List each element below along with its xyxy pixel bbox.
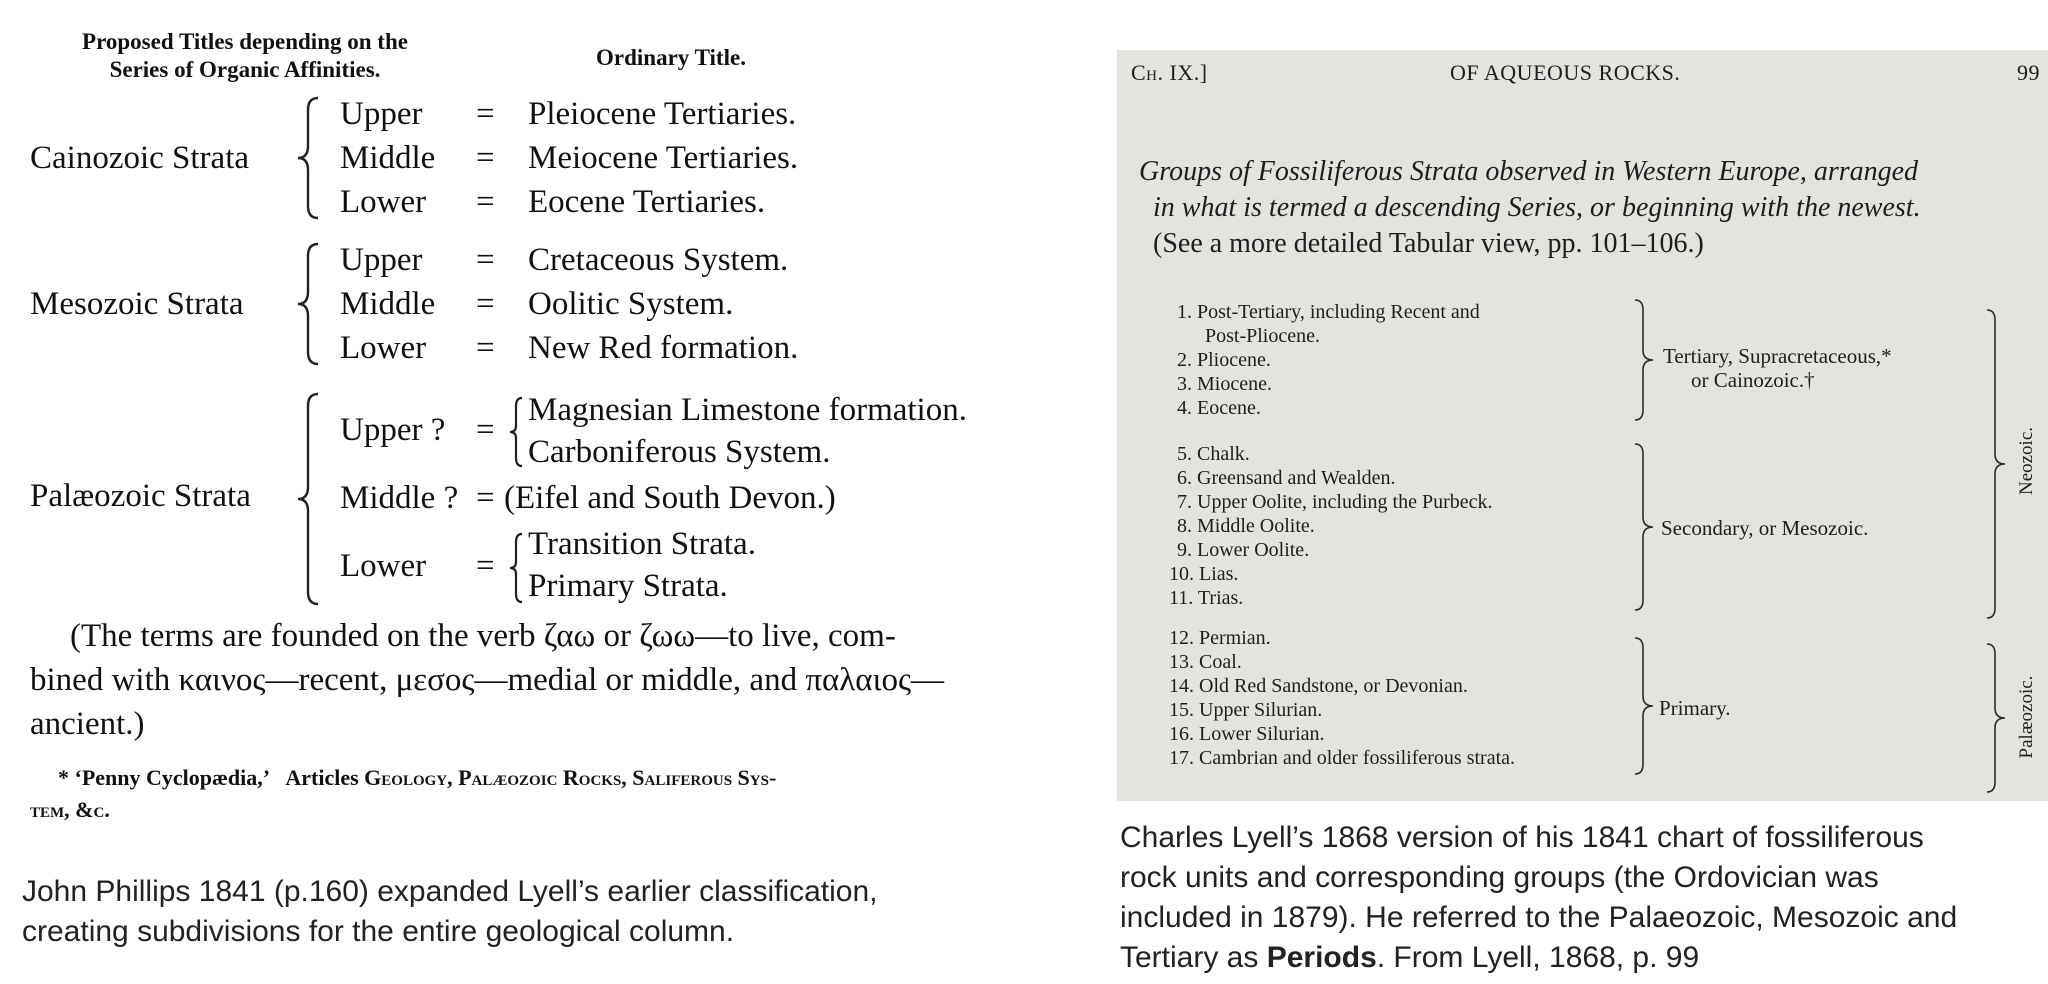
caption-text: . From Lyell, 1868, p. 99 [1376,941,1700,974]
ordinary-title: New Red formation. [528,330,799,366]
footnote-subjects: Geology, Palæozoic Rocks, Saliferous Sys- [364,765,777,790]
caption-line: Charles Lyell’s 1868 version of his 1841 chart of fossiliferous [1120,821,1924,854]
stratum-item: 4. Eocene. [1177,397,1261,419]
stratum-item: 2. Pliocene. [1177,349,1271,371]
ordinary-title: Eocene Tertiaries. [528,184,766,220]
stratum-item: 3. Miocene. [1177,373,1272,395]
group-label-secondary: Secondary, or Mesozoic. [1661,516,1869,540]
stratum-item: 9. Lower Oolite. [1177,539,1310,561]
footnote-mark: * ‘Penny Cyclopædia,’ [58,765,271,790]
equals-sign: = [476,412,495,448]
caption-line: John Phillips 1841 (p.160) expanded Lyell’s earlier classification, [22,875,878,908]
brace [1633,636,1655,776]
caption-phillips [22,872,1082,952]
ordinary-title: Transition Strata. [528,526,756,562]
lyell-page-scan [1117,50,2048,801]
caption-line: rock units and corresponding groups (the Ordovician was [1120,861,1879,894]
ordinary-title: Carboniferous System. [528,434,831,470]
intro-line: Groups of Fossiliferous Strata observed in Western Europe, arranged [1139,156,1919,187]
etymology-note [30,614,1065,746]
level-label: Upper ? [340,412,446,448]
level-label: Lower [340,330,427,366]
running-head-title: OF AQUEOUS ROCKS. [1450,60,1681,85]
equals-sign: = [476,286,495,322]
note-line: bined with καινος—recent, μεσος—medial or middle, and παλαιος— [30,662,945,698]
caption-line: creating subdivisions for the entire geological column. [22,915,735,948]
stratum-item: 8. Middle Oolite. [1177,515,1315,537]
intro-line: in what is termed a descending Series, or beginning with the newest. [1153,192,1921,223]
footnote [30,762,1070,826]
level-label: Lower [340,548,427,584]
level-label: Middle ? [340,480,459,516]
caption-bold-term: Periods [1266,941,1377,974]
header-proposed-titles [30,28,460,84]
ordinary-title: (Eifel and South Devon.) [504,480,836,516]
stratum-item: 7. Upper Oolite, including the Purbeck. [1177,491,1493,513]
ordinary-title: Meiocene Tertiaries. [528,140,799,176]
level-label: Upper [340,96,423,132]
stratum-item: 13. Coal. [1169,651,1242,673]
brace [508,532,524,604]
header-line: Proposed Titles depending on the [82,29,408,54]
running-head-chapter: Ch. IX.] [1131,60,1208,85]
equals-sign: = [476,548,495,584]
note-line: ancient.) [30,706,145,742]
ordinary-title: Oolitic System. [528,286,734,322]
stratum-item: 14. Old Red Sandstone, or Devonian. [1169,675,1468,697]
brace [508,396,524,468]
intro-line: (See a more detailed Tabular view, pp. 101–106.) [1153,228,1704,259]
ordinary-title: Magnesian Limestone formation. [528,392,967,428]
page-number: 99 [2017,60,2040,85]
era-label-palaeozoic: Palæozoic. [2016,675,2037,759]
note-line: (The terms are founded on the verb ζαω or ζωω—to live, com- [70,618,896,654]
group-label-tertiary: or Cainozoic.† [1691,368,1815,392]
equals-sign: = [476,242,495,278]
brace [296,392,320,606]
group-name-cainozoic: Cainozoic Strata [30,140,250,176]
caption-text: Tertiary as [1120,941,1267,974]
caption-lyell [1120,818,2040,978]
level-label: Lower [340,184,427,220]
brace [1985,308,2007,620]
equals-sign: = [476,480,495,516]
group-name-palaeozoic: Palæozoic Strata [30,478,251,514]
equals-sign: = [476,330,495,366]
stratum-item: Post-Pliocene. [1205,325,1320,347]
header-ordinary-title: Ordinary Title. [596,45,746,70]
equals-sign: = [476,184,495,220]
ordinary-title: Primary Strata. [528,568,728,604]
stratum-item: 12. Permian. [1169,627,1271,649]
footnote-articles: Articles [285,765,359,790]
footnote-line: tem, &c. [30,797,110,822]
brace [296,96,320,220]
stratum-item: 16. Lower Silurian. [1169,723,1325,745]
era-label-neozoic: Neozoic. [2016,426,2037,496]
level-label: Upper [340,242,423,278]
brace [296,242,320,366]
stratum-item: 15. Upper Silurian. [1169,699,1323,721]
stratum-item: 17. Cambrian and older fossiliferous strata. [1169,747,1516,769]
ordinary-title: Cretaceous System. [528,242,789,278]
group-name-mesozoic: Mesozoic Strata [30,286,244,322]
stratum-item: 5. Chalk. [1177,443,1250,465]
level-label: Middle [340,286,436,322]
caption-line [1120,938,2040,978]
brace [1633,298,1655,422]
stratum-item: 11. Trias. [1169,587,1244,609]
ordinary-title: Pleiocene Tertiaries. [528,96,797,132]
stratum-item: 6. Greensand and Wealden. [1177,467,1396,489]
brace [1985,642,2007,794]
equals-sign: = [476,96,495,132]
group-label-primary: Primary. [1659,696,1731,720]
stratum-item: 10. Lias. [1169,563,1239,585]
group-label-tertiary: Tertiary, Supracretaceous,* [1663,344,1892,368]
level-label: Middle [340,140,436,176]
stratum-item: 1. Post-Tertiary, including Recent and [1177,301,1480,323]
brace [1633,442,1655,612]
equals-sign: = [476,140,495,176]
caption-line: included in 1879). He referred to the Palaeozoic, Mesozoic and [1120,901,1958,934]
header-line: Series of Organic Affinities. [109,57,381,82]
